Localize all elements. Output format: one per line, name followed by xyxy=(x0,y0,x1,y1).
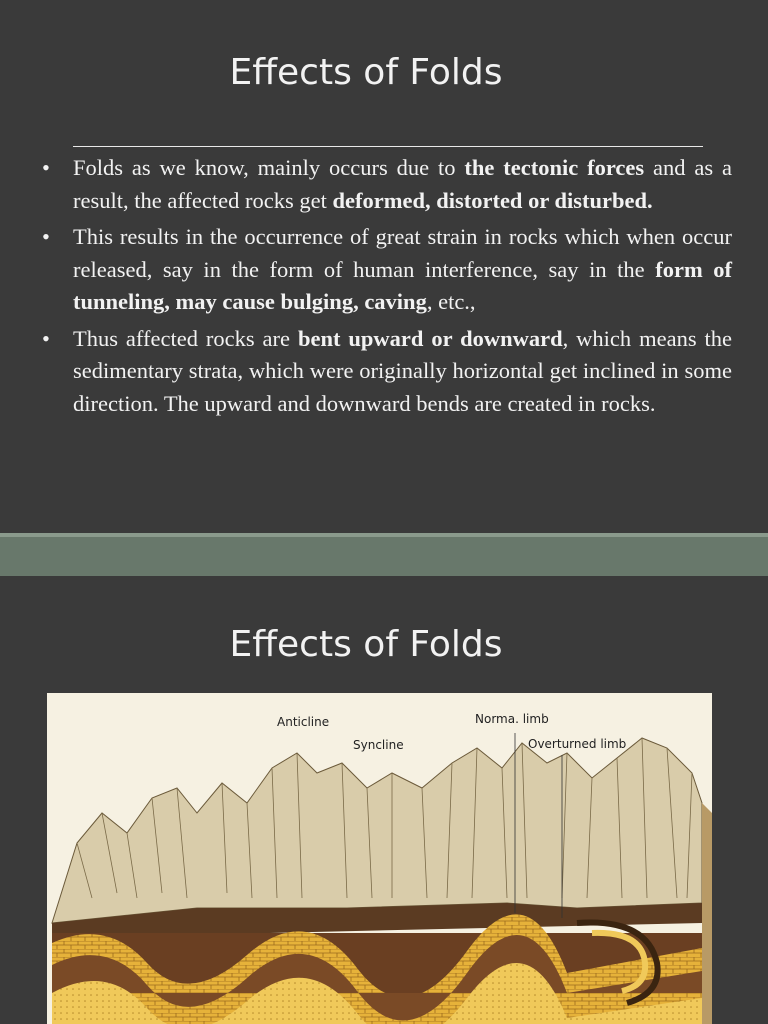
bullet-text: Thus affected rocks are xyxy=(73,325,298,351)
bullet-text: , which means the sedimentary strata, which were originally horizontal get inclined in some direction. The upward and downward bends are created in rocks. xyxy=(73,325,732,416)
slide-separator xyxy=(0,533,768,576)
slide-2 xyxy=(0,576,768,1024)
slide-title: Effects of Folds xyxy=(229,52,503,93)
slide-title: Effects of Folds xyxy=(229,624,503,665)
label-overturned-limb: Overturned limb xyxy=(528,737,627,751)
label-syncline: Syncline xyxy=(353,738,404,752)
label-anticline: Anticline xyxy=(277,715,330,729)
bullet-item xyxy=(0,323,768,421)
bullet-text: This results in the occurrence of great strain in rocks which when occur released, say in the form of human interference, say in the xyxy=(73,224,732,282)
bullet-text: , etc., xyxy=(426,289,476,314)
title-divider xyxy=(73,146,703,147)
bullet-dot-icon: • xyxy=(42,325,50,351)
bullet-item xyxy=(0,221,768,319)
bullet-text-bold: deformed, distorted or disturbed. xyxy=(332,187,653,213)
fold-diagram-image xyxy=(47,693,712,1024)
bullet-dot-icon: • xyxy=(42,224,50,249)
bullet-text: Folds as we know, mainly occurs due to xyxy=(73,155,465,180)
slide-separator-line xyxy=(0,533,768,537)
bullet-text: and as a result, the affected rocks get xyxy=(73,155,732,213)
bullet-item xyxy=(0,152,768,217)
fold-diagram-svg xyxy=(47,693,712,1024)
bullet-text-bold: form of tunneling, may cause bulging, caving xyxy=(73,256,732,314)
bullet-text-bold: bent upward or downward xyxy=(297,325,563,351)
bullet-text-bold: the tectonic forces xyxy=(464,155,645,180)
bullet-dot-icon: • xyxy=(42,155,50,180)
label-normal-limb: Norma. limb xyxy=(475,712,549,726)
bullet-list xyxy=(0,152,768,424)
